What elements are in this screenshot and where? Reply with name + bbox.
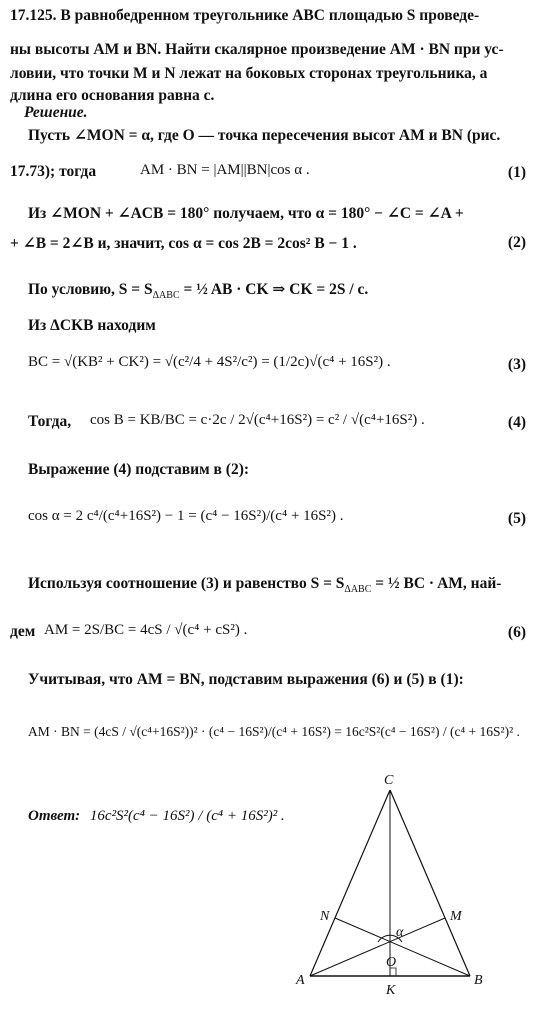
p7-rest: = ½ BC · AM, най- xyxy=(375,575,502,592)
ref-text: 17.73); тогда xyxy=(10,163,97,180)
label-N: N xyxy=(320,909,330,924)
problem-number: 17.125. xyxy=(10,7,57,24)
label-C: C xyxy=(384,773,394,788)
side-BC xyxy=(390,790,470,976)
equation-2-number: (2) xyxy=(507,234,526,251)
solution-para-4: Из ΔCKB находим xyxy=(28,317,156,334)
equation-4-number: (4) xyxy=(507,414,526,431)
solution-para-1: Пусть ∠MON = α, где O — точка пересечения высот AM и BN (рис. xyxy=(28,127,501,144)
answer-row xyxy=(28,808,285,825)
equation-5: cos α = 2 c⁴/(c⁴+16S²) − 1 = (c⁴ − 16S²)/(c⁴ + 16S²) . xyxy=(28,508,344,524)
equation-7: AM · BN = (4cS / √(c⁴+16S²))² · (c⁴ − 16S²)/(c⁴ + 16S²) = 16c²S²(c⁴ − 16S²) / (c⁴ + 16S²)² . xyxy=(28,724,520,739)
problem-text-1: В равнобедренном треугольнике ABC площадью S проведе- xyxy=(60,7,480,24)
equation-6: AM = 2S/BC = 4cS / √(c⁴ + cS²) . xyxy=(44,622,248,638)
p7-sub: ΔABC xyxy=(344,584,372,596)
solution-para-2b: + ∠B = 2∠B и, значит, cos α = cos 2B = 2cos² B − 1 . xyxy=(10,235,357,252)
solution-para-3 xyxy=(28,280,528,306)
p7-text: Используя соотношение (3) и равенство S = S xyxy=(28,575,345,592)
answer-value: 16c²S²(c⁴ − 16S²) / (c⁴ + 16S²)² . xyxy=(89,808,285,824)
label-K: K xyxy=(386,983,396,998)
p3-text: По условию, S = S xyxy=(28,281,153,298)
label-B: B xyxy=(474,973,483,988)
label-O: O xyxy=(386,955,397,970)
p8-lead: дем xyxy=(10,623,36,640)
triangle-figure xyxy=(280,770,530,1010)
equation-3-number: (3) xyxy=(507,356,526,373)
equation-1-number: (1) xyxy=(507,164,526,181)
label-alpha: α xyxy=(396,925,404,940)
p3-rest: = ½ AB · CK ⇒ CK = 2S / c. xyxy=(183,281,369,298)
solution-para-7 xyxy=(28,574,528,600)
p3-sub: ΔABC xyxy=(152,290,180,302)
equation-1: AM · BN = |AM||BN|cos α . xyxy=(140,162,310,178)
equation-3: BC = √(KB² + CK²) = √(c²/4 + 4S²/c²) = (1/2c)√(c⁴ + 16S²) . xyxy=(28,354,391,370)
problem-line-2: ны высоты AM и BN. Найти скалярное произведение AM · BN при ус- xyxy=(10,41,504,58)
equation-6-number: (6) xyxy=(507,624,526,641)
answer-label: Ответ: xyxy=(28,808,81,824)
problem-line-3: ловии, что точки M и N лежат на боковых сторонах треугольника, а xyxy=(10,65,488,82)
problem-line-4: длина его основания равна c. xyxy=(10,87,215,104)
altitude-AM xyxy=(310,918,445,976)
equation-5-number: (5) xyxy=(507,510,526,527)
solution-para-9: Учитывая, что AM = BN, подставим выражения (6) и (5) в (1): xyxy=(28,671,464,688)
side-AC xyxy=(310,790,390,976)
equation-4: cos B = KB/BC = c·2c / 2√(c⁴+16S²) = c² / √(c⁴+16S²) . xyxy=(90,412,425,428)
solution-para-6: Выражение (4) подставим в (2): xyxy=(28,461,250,478)
problem-line-1 xyxy=(10,6,528,26)
solution-heading: Решение. xyxy=(24,104,88,121)
label-A: A xyxy=(296,973,305,988)
p5-lead: Тогда, xyxy=(28,413,72,430)
label-M: M xyxy=(450,909,462,924)
solution-para-2: Из ∠MON + ∠ACB = 180° получаем, что α = 180° − ∠C = ∠A + xyxy=(28,205,464,222)
